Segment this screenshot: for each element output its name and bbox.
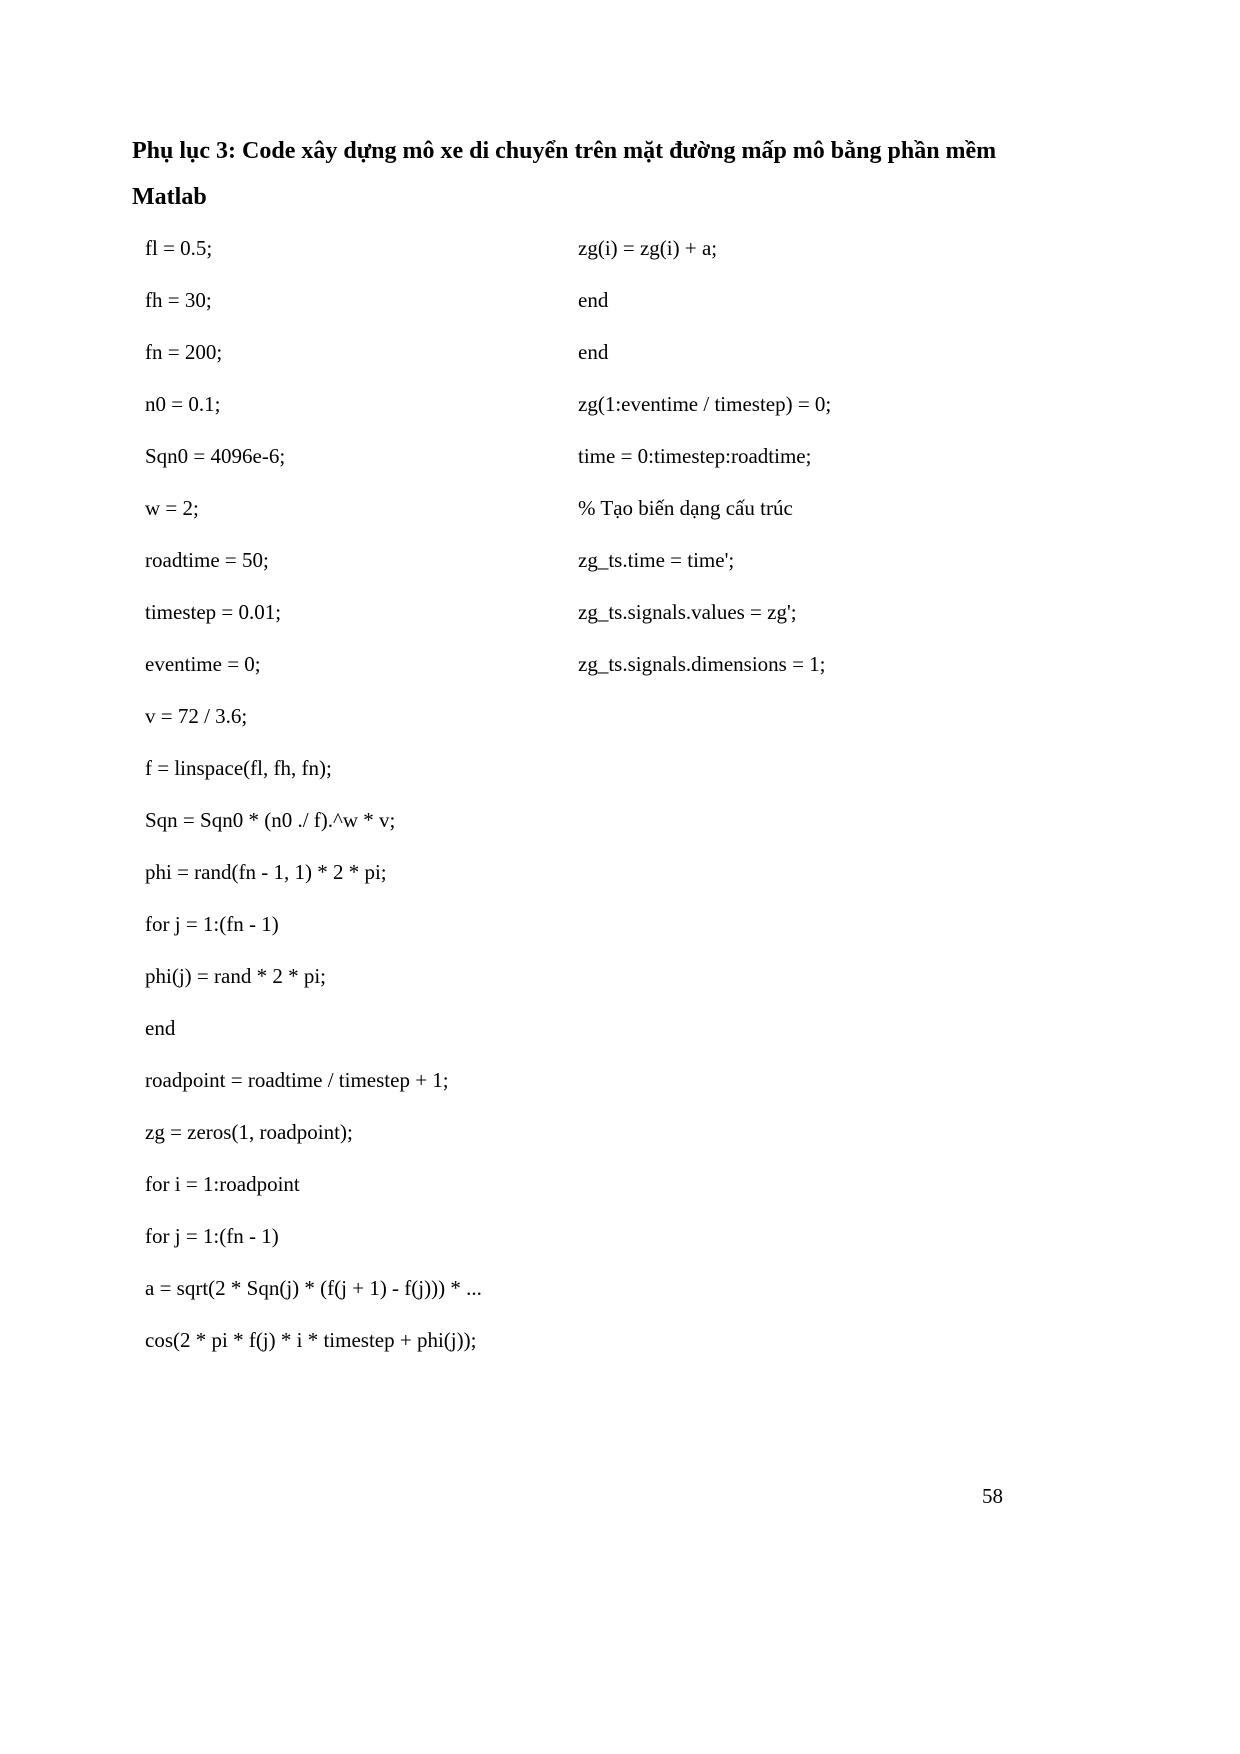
code-line: zg(1:eventime / timestep) = 0; [578,392,832,416]
code-line: fn = 200; [145,340,223,364]
code-column-left [145,222,565,1366]
code-line: fh = 30; [145,288,212,312]
code-line: zg(i) = zg(i) + a; [578,236,718,260]
code-line: cos(2 * pi * f(j) * i * timestep + phi(j)); [145,1328,477,1352]
page-title: Phụ lục 3: Code xây dựng mô xe di chuyển trên mặt đường mấp mô bằng phần mềm Matlab [132,138,997,210]
code-line: for i = 1:roadpoint [145,1172,300,1196]
code-line: v = 72 / 3.6; [145,704,248,728]
code-line: w = 2; [145,496,199,520]
code-line: f = linspace(fl, fh, fn); [145,756,332,780]
code-line: phi = rand(fn - 1, 1) * 2 * pi; [145,860,387,884]
code-line: zg_ts.signals.values = zg'; [578,600,797,624]
code-line: zg = zeros(1, roadpoint); [145,1120,353,1144]
code-line: eventime = 0; [145,652,261,676]
code-line: roadtime = 50; [145,548,269,572]
code-line: phi(j) = rand * 2 * pi; [145,964,326,988]
code-line: end [578,340,609,364]
code-line: end [145,1016,176,1040]
code-column-right [578,222,998,690]
code-line: % Tạo biến dạng cấu trúc [578,496,793,520]
code-line: roadpoint = roadtime / timestep + 1; [145,1068,449,1092]
code-line: for j = 1:(fn - 1) [145,912,279,936]
code-line: a = sqrt(2 * Sqn(j) * (f(j + 1) - f(j))) * ... [145,1276,482,1300]
code-line: zg_ts.signals.dimensions = 1; [578,652,826,676]
code-line: Sqn0 = 4096e-6; [145,444,286,468]
code-line: fl = 0.5; [145,236,213,260]
code-line: zg_ts.time = time'; [578,548,735,572]
code-line: for j = 1:(fn - 1) [145,1224,279,1248]
code-line: n0 = 0.1; [145,392,221,416]
code-line: time = 0:timestep:roadtime; [578,444,812,468]
page-number: 58 [982,1484,1003,1508]
code-line: end [578,288,609,312]
code-line: Sqn = Sqn0 * (n0 ./ f).^w * v; [145,808,396,832]
code-line: timestep = 0.01; [145,600,282,624]
